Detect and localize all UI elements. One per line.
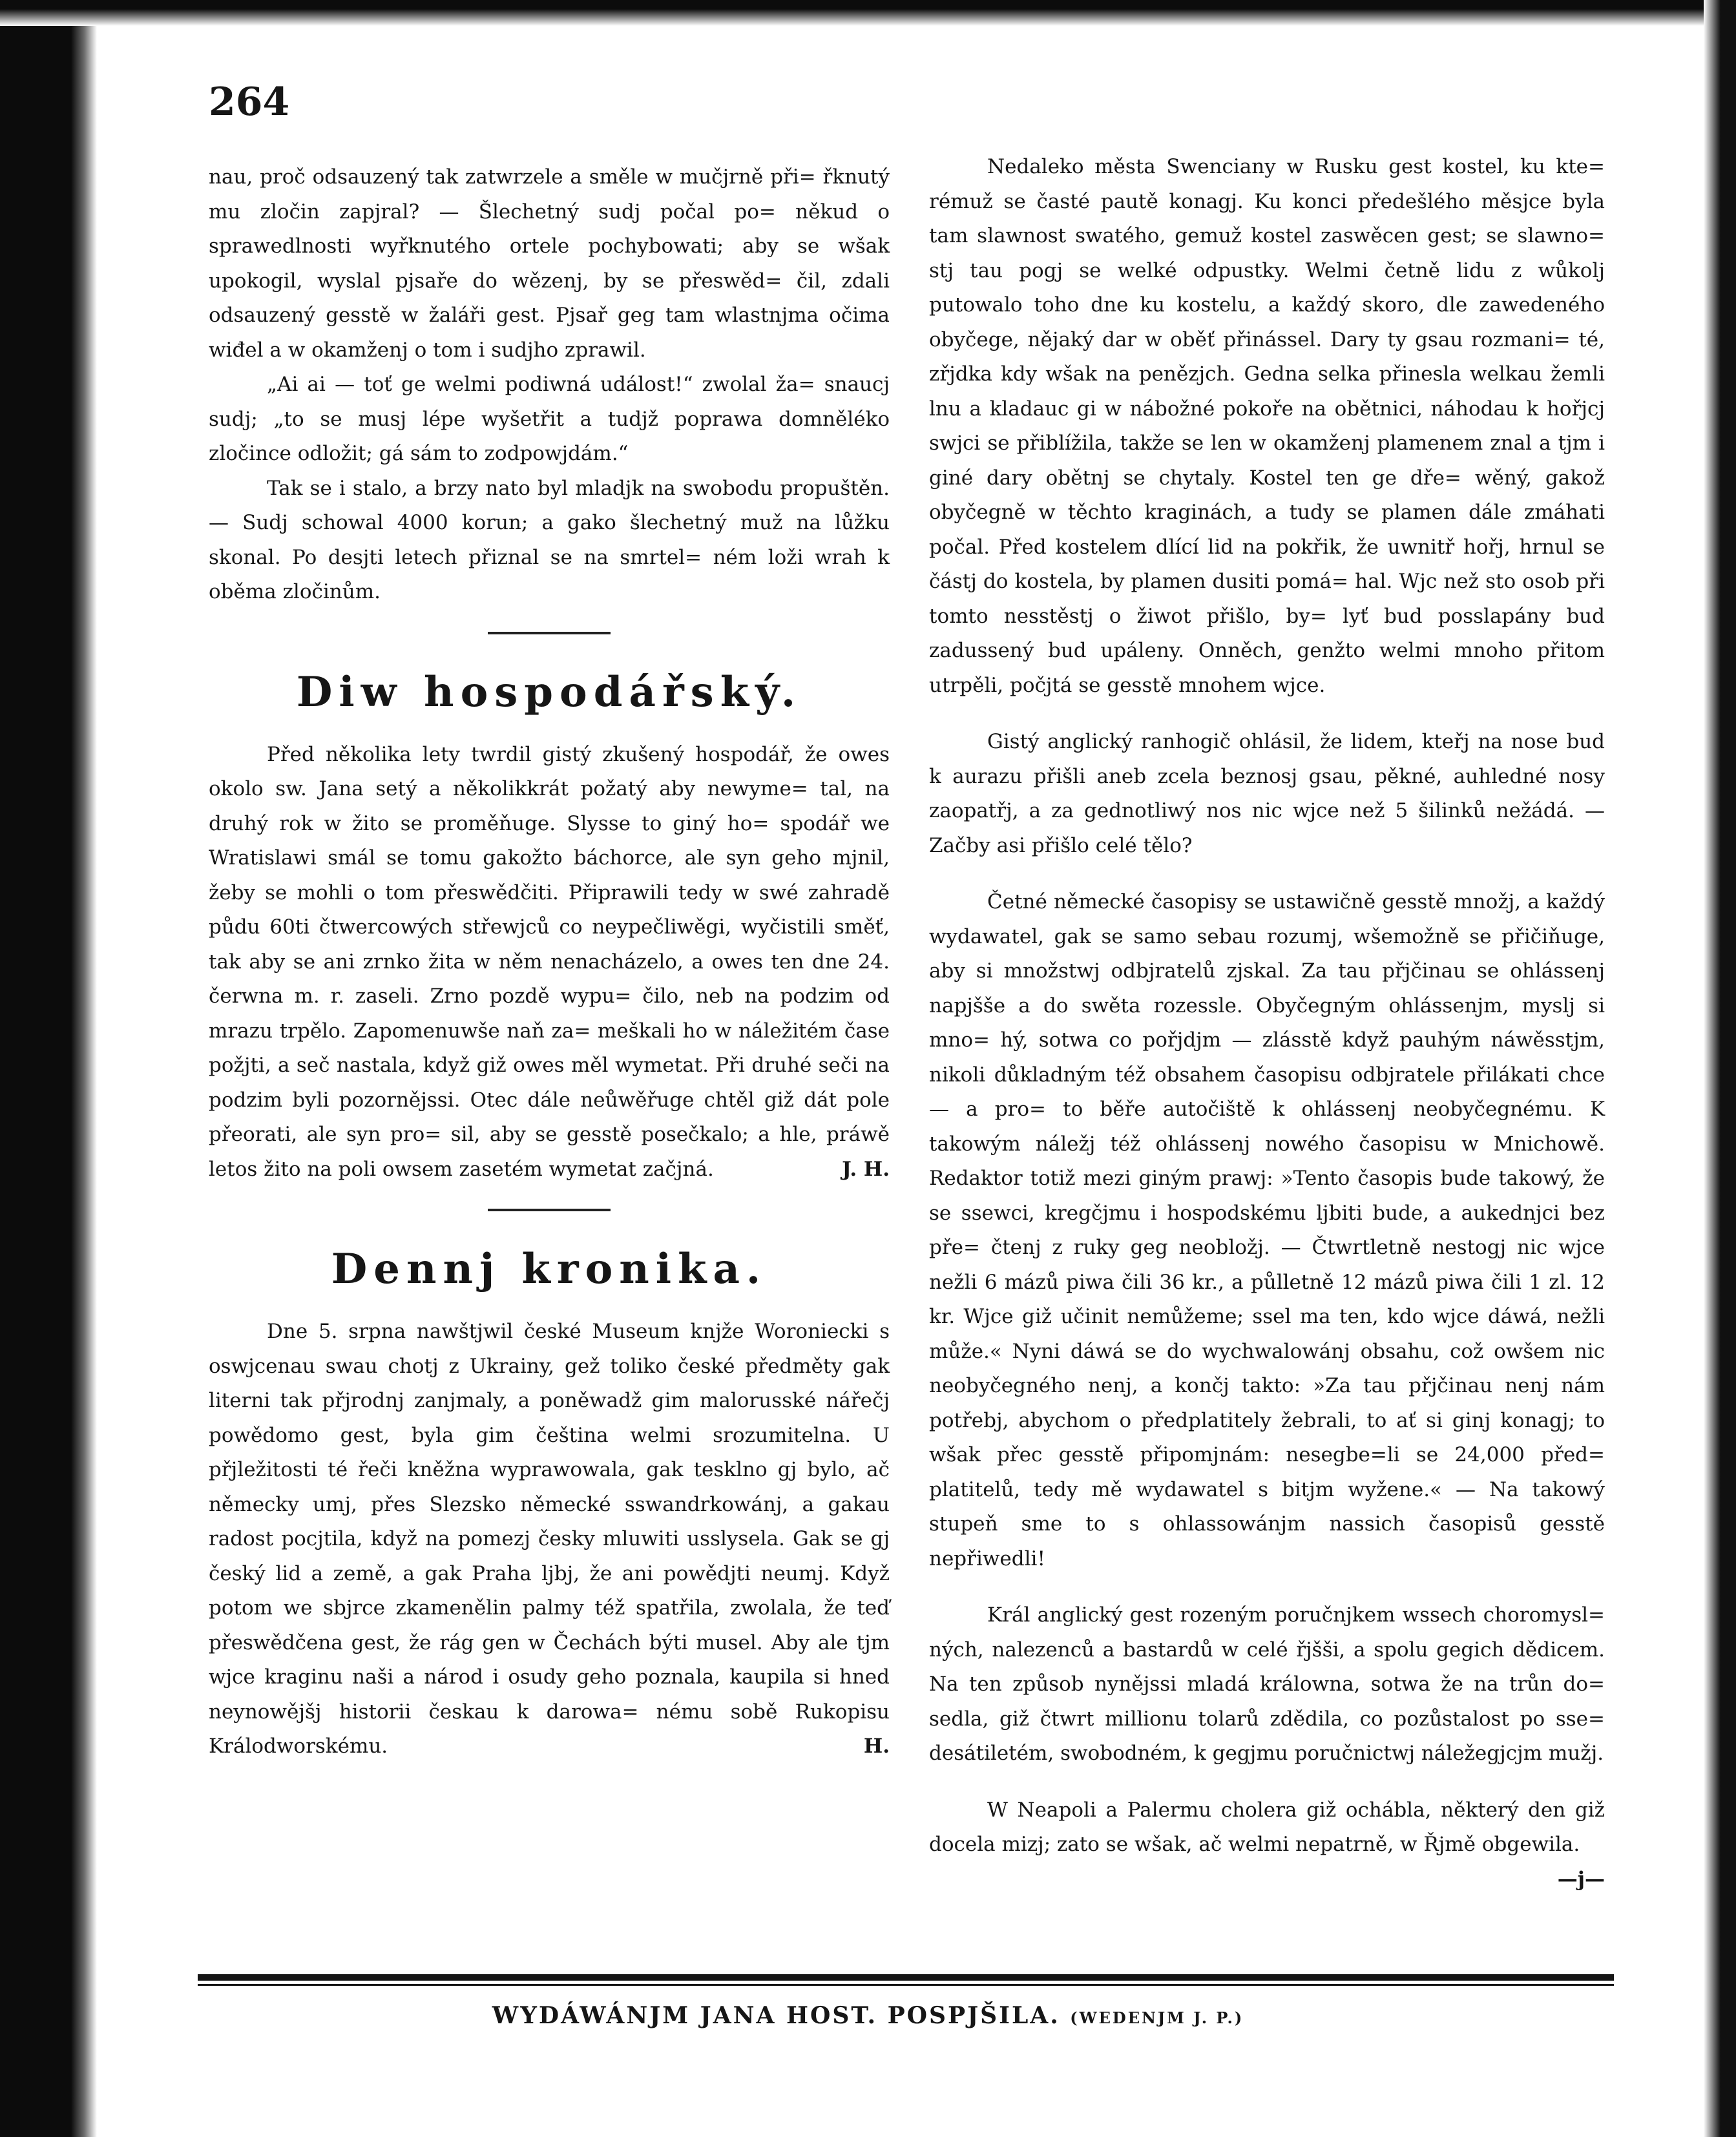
article-body-dennj-kronika [209,1315,890,1764]
news-signature: —j— [1557,1867,1605,1891]
news-paragraph-ranhogic: Gistý anglický ranhogič ohlásil, že lidem, kteřj na nose bud k aurazu přišli aneb zcela beznosj gsau, pěkné, auhledné nosy zaopatřj, a za gednotliwý nos nic wjce než 5 šilinků nežádá. — Začby asi přišlo celé tělo? [929,730,1605,857]
article-title-dennj-kronika: Dennj kronika. [331,1245,768,1293]
news-paragraph-casopisy: Četné německé časopisy se ustawičně gesstě množj, a každý wydawatel, gak se samo sebau rozumj, wšemožně se přičiňuge, aby si množstwj odbjratelů zjskal. Za tau přjčinau se ohlássenj napjšše a do swěta rozessle. Obyčegným ohlássenjm, myslj si mno= hý, sotwa co pořjdjm — zlásstě když pauhým náwěsstjm, nikoli důkladným též obsahem časopisu odbjratele přilákati chce — a pro= to běře autočiště k ohlássenj neobyčegnému. K takowým náležj též ohlássenj nowého časopisu w Mnichowě. Redaktor totiž mezi giným prawj: »Tento časopis bude takowý, že se ssewci, kregčjmu i hospodskému ljbiti bude, a aukednjci bez pře= čtenj z ruky geg neobložj. — Čtwrtletně nestogj nic wjce nežli 6 mázů piwa čili 36 kr., a půlletně 12 mázů piwa čili 1 zl. 12 kr. Wjce giž učinit nemůžeme; ssel ma ten, kdo wjce dáwá, nežli může.« Nyni dáwá se do wychwalowánj obsahu, což owšem nic neobyčegného nenj, a končj takto: »Za tau přjčinau nenj nám potřebj, abychom o předplatitely žebrali, to ať si ginj konagj; to wšak přec gesstě připomjnám: nesegbe=li se 24,000 před= platitelů, tedy mě wydawatel s bitjm wyžene.« — Na takowý stupeň sme to s ohlassowánjm nassich časopisů gesstě nepřiwedli! [929,890,1605,1570]
article-body-diw-hospodarsky [209,738,890,1187]
news-paragraph-cholera [929,1793,1605,1891]
news-paragraph-text: W Neapoli a Palermu cholera giž ochábla, některý den giž docela mizj; zato se wšak, ač welmi nepatrně, w Řjmě obgewila. [929,1798,1605,1856]
intro-paragraph-2: „Ai ai — toť ge welmi podiwná událost!“ zwolal ža= snaucj sudj; „to se musj lépe wyšetřit a tudjž poprawa domněléko zločince odložit; gá sám to zodpowjdám.“ [209,373,890,465]
intro-paragraph-3: Tak se i stalo, a brzy nato byl mladjk na swobodu propuštěn. — Sudj schowal 4000 korun; a gako šlechetný muž na lůžku skonal. Po desjti letech přiznal se na smrtel= ném loži wrah k oběma zločinům. [209,476,890,603]
scan-border-top [0,0,1736,26]
section-divider [488,1209,611,1211]
scan-border-right [1704,0,1736,2137]
section-divider [488,632,611,634]
news-paragraph-kostel: Nedaleko města Swenciany w Rusku gest kostel, ku kte= rémuž se časté pautě konagj. Ku konci předešlého měsjce byla tam slawnost swatého, gemuž kostel zaswěcen gest; se slawno= stj tau pogj se welké odpustky. Welmi četně lidu z wůkolj putowalo toho dne ku kostelu, a každý skoro, dle zawedeného obyčege, nějaký dar w oběť přinássel. Dary ty gsau rozmani= té, zřjdka kdy wšak na penězjch. Gedna selka přinesla welkau žemli lnu a kladauc gi w nábožné pokoře na obětnici, náhodau k hořjcj swjci se přiblížila, takže se len w okamženj plamenem znal a tjm i giné dary obětnj se chytaly. Kostel ten ge dře= wěný, gakož obyčegně w těchto kraginách, a tudy se plamen dále zmáhati počal. Před kostelem dlící lid na pokřik, že uwnitř hořj, hrnul se částj do kostela, by plamen dusiti pomá= hal. Wjc než sto osob při tomto nesstěstj o žiwot přišlo, by= lyť bud posslapány bud zadussený bud upáleny. Onněch, genžto welmi mnoho přitom utrpěli, počjtá se gesstě mnohem wjce. [929,155,1605,697]
left-column [209,160,890,1764]
right-column [929,150,1605,1897]
article-body-text: Před několika lety twrdil gistý zkušený hospodář, že owes okolo sw. Jana setý a několikkrát požatý aby newyme= tal, na druhý rok w žito se proměňuge. Slysse to giný ho= spodář we Wratislawi smál se tomu gakožto báchorce, ale syn geho mjnil, žeby se mohli o tom přeswědčiti. Připrawili tedy w swé zahradě půdu 60ti čtwercowých střewjců co neypečliwěgi, wyčistili směť, tak aby se ani zrnko žita w něm nenacházelo, a owes ten dne 24. čerwna m. r. zaseli. Zrno pozdě wypu= čilo, neb na podzim od mrazu trpělo. Zapomenuwše naň za= meškali ho w náležitém čase požjti, a seč nastala, když giž owes měl wymetat. Při druhé seči na podzim byli pozornějssi. Otec dále neůwěřuge chtěl giž dát pole přeorati, ale syn pro= sil, aby se gesstě posečkalo; a hle, práwě letos žito na poli owsem zasetém wymetat začjná. [209,742,890,1181]
scan-border-left [0,0,97,2137]
article-signature: J. H. [842,1157,890,1181]
article-signature: H. [863,1735,890,1758]
intro-paragraph-1: nau, proč odsauzený tak zatwrzele a směle w mučjrně při= řknutý mu zločin zapjral? — Šlechetný sudj počal po= někud o sprawedlnosti wyřknutého ortele pochybowati; aby se wšak upokogil, wyslal pjsaře do wězenj, by se přeswěd= čil, zdali odsauzený gesstě w žaláři gest. Pjsař geg tam wlastnjma očima wiđel a w okamženj o tom i sudjho zprawil. [209,165,890,362]
publisher-imprint [0,1999,1736,2036]
article-body-text: Dne 5. srpna nawštjwil české Museum knjže Woroniecki s oswjcenau swau chotj z Ukrainy, gež toliko české předměty gak literni tak přjrodnj zanjmaly, a poněwadž gim malorusské nářečj powědomo gest, byla gim čeština welmi srozumitelna. U přjležitosti té řeči kněžna wyprawowala, gak tesklno gj bylo, ač německy umj, přes Slezsko německé sswandrkowánj, a gakau radost pocjtila, když na pomezj česky mluwiti usslysela. Gak se gj český lid a země, a gak Praha ljbj, že ani powědjti neumj. Když potom we sbjrce zkamenělin palmy též spatřila, zwolala, že teď přeswědčena gest, že rág gen w Čechách býti musel. Aby ale tjm wjce kraginu naši a národ i osudy geho poznala, kaupila si hned neynowějšj historii českau k darowa= nému sobě Rukopisu Králodworskému. [209,1320,890,1758]
footer-rule-thin [198,1984,1614,1986]
page-number: 264 [209,79,290,125]
imprint-main: WYDÁWÁNJM JANA HOST. POSPJŠILA. [492,2002,1060,2029]
news-paragraph-kral: Král anglický gest rozeným poručnjkem wssech choromysl= ných, nalezenců a bastardů w celé řjšši, a spolu gegich dědicem. Na ten způsob nynějssi mladá králowna, sotwa že na trůn do= sedla, giž čtwrt millionu tolarů zdědila, co pozůstalost po sse= desátiletém, swobodném, k gegjmu poručnictwj náležegjcjm mužj. [929,1603,1605,1765]
footer-rule-thick [198,1974,1614,1981]
article-title-diw-hospodarsky: Diw hospodářský. [296,667,802,716]
imprint-sub: (WEDENJM J. P.) [1070,2008,1244,2027]
